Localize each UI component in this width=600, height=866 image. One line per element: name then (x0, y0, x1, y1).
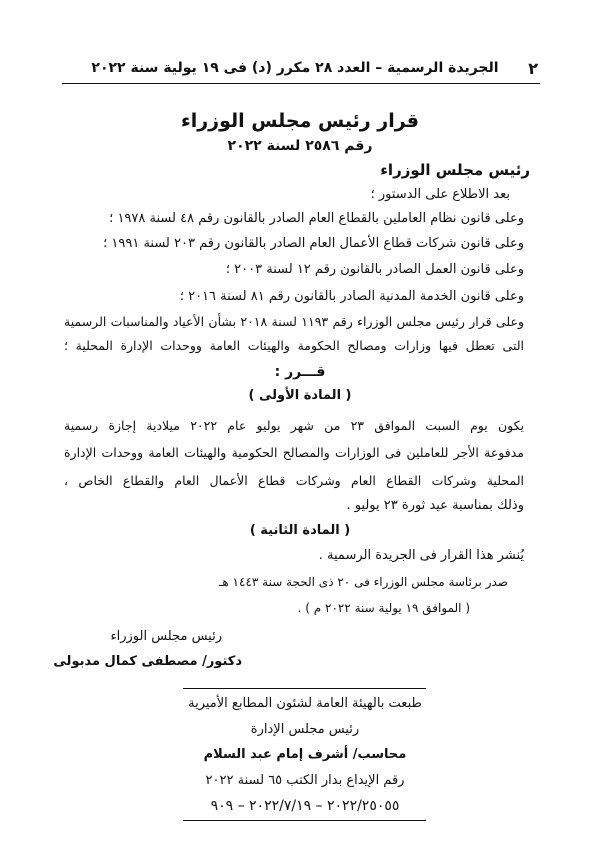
decided-label: قـــرر : (274, 364, 326, 380)
header-rule (62, 83, 540, 84)
signature-title: رئيس مجلس الوزراء (110, 629, 222, 644)
article2-heading: ( المادة الثانية ) (249, 523, 351, 538)
preamble-line: وعلى قانون شركات قطاع الأعمال العام الصادر بالقانون رقم ٢٠٣ لسنة ١٩٩١ ؛ (103, 236, 524, 251)
article1-line: وذلك بمناسبة عيد ثورة ٢٣ يوليو . (346, 498, 524, 513)
preamble-line: وعلى قانون العمل الصادر بالقانون رقم ١٢ لسنة ٢٠٠٣ ؛ (225, 262, 524, 277)
preamble-line: وعلى قرار رئيس مجلس الوزراء رقم ١١٩٣ لسنة ٢٠١٨ بشأن الأعياد والمناسبات الرسمية (64, 314, 524, 329)
issued-line: صدر برئاسة مجلس الوزراء فى ٢٠ ذى الحجة سنة ١٤٤٣ هـ (218, 575, 508, 589)
printed-by: طبعت بالهيئة العامة لشئون المطابع الأميرية (188, 696, 422, 711)
article1-heading: ( المادة الأولى ) (248, 388, 352, 403)
preamble-line: بعد الاطلاع على الدستور ؛ (370, 187, 510, 202)
footer-bottom-rule (183, 820, 426, 821)
article2-text: يُنشر هذا القرار فى الجريدة الرسمية . (318, 548, 524, 563)
decree-issuer: رئيس مجلس الوزراء (380, 161, 530, 179)
decree-title: قرار رئيس مجلس الوزراء (181, 110, 419, 132)
deposit-number: رقم الإيداع بدار الكتب ٦٥ لسنة ٢٠٢٢ (205, 773, 405, 788)
article1-line: المحلية وشركات القطاع العام وشركات قطاع الأعمال العام والقطاع الخاص ، (64, 473, 524, 488)
chair-name: محاسب/ أشرف إمام عبد السلام (203, 747, 407, 762)
preamble-line: وعلى قانون الخدمة المدنية الصادر بالقانون رقم ٨١ لسنة ٢٠١٦ ؛ (179, 289, 524, 304)
footer-rule (183, 688, 426, 689)
corresponding-date: ( الموافق ١٩ يولية سنة ٢٠٢٢ م ) . (297, 601, 470, 615)
decree-number: رقم ٢٥٨٦ لسنة ٢٠٢٢ (227, 138, 373, 154)
preamble-line: وعلى قانون نظام العاملين بالقطاع العام الصادر بالقانون رقم ٤٨ لسنة ١٩٧٨ ؛ (109, 211, 524, 226)
page-number: ٢ (528, 59, 538, 78)
signature-name: دكتور/ مصطفى كمال مدبولى (53, 654, 242, 669)
article1-line: يكون يوم السبت الموافق ٢٣ من شهر يوليو عام ٢٠٢٢ ميلادية إجازة رسمية (64, 418, 524, 433)
board-chair-label: رئيس مجلس الإدارة (250, 722, 360, 737)
running-title: الجريدة الرسمية – العدد ٢٨ مكرر (د) فى ١٩ يولية سنة ٢٠٢٢ (91, 60, 499, 76)
article1-line: مدفوعة الأجر للعاملين فى الوزارات والمصالح الحكومية والهيئات العامة ووحدات الإدارة (64, 445, 524, 460)
publication-codes: ٢٠٢٢/٢٥٠٥٥ – ٢٠٢٢/٧/١٩ – ٩٠٩ (210, 798, 400, 814)
preamble-line: التى تعطل فيها وزارات ومصالح الحكومة والهيئات العامة ووحدات الإدارة المحلية ؛ (64, 338, 524, 353)
